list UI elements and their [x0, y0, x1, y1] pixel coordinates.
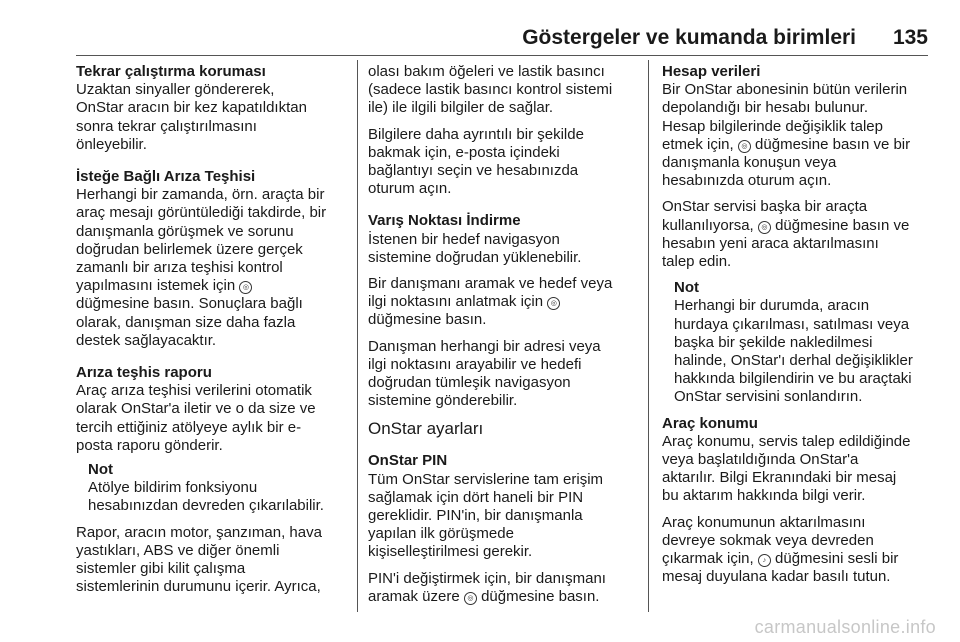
- text-line: olarak OnStar'a iletir ve o da size ve: [76, 400, 316, 418]
- text-line: sonra tekrar çalıştırılmasını: [76, 117, 257, 135]
- text-line: sistemine gönderebilir.: [368, 392, 518, 410]
- note-title: Not: [88, 461, 113, 479]
- column-2: [368, 63, 638, 614]
- text-line: doğrudan tümleşik navigasyon: [368, 374, 571, 392]
- text-line: hakkında bilgilendirin ve bu araçtaki: [674, 370, 912, 388]
- text-line: destek sağlayacaktır.: [76, 331, 217, 349]
- column-divider-2: [648, 60, 649, 612]
- section-heading: OnStar ayarları: [368, 419, 484, 439]
- onstar-button-icon: ◎: [547, 297, 560, 310]
- text-line: [76, 277, 346, 295]
- text-line: OnStar aracın bir kez kapatıldıktan: [76, 99, 307, 117]
- text-line: OnStar servisi başka bir araçta: [662, 198, 868, 216]
- text-line: hesabınızdan devreden çıkarılabilir.: [88, 497, 324, 515]
- paragraph: [662, 514, 932, 587]
- text-line: yapılan ilk görüşmede: [368, 525, 514, 543]
- text-line: ilgi noktasını arayabilir ve hedefi: [368, 355, 582, 373]
- section-title: Varış Noktası İndirme: [368, 212, 521, 230]
- column-1: [76, 63, 346, 604]
- text-line: ile) ile ilgili bilgiler de sağlar.: [368, 99, 554, 117]
- text-line: tercih ettiğiniz atölyeye aylık bir e-: [76, 418, 302, 436]
- onstar-button-icon: ◎: [758, 221, 771, 234]
- section-title: Arıza teşhis raporu: [76, 364, 212, 382]
- text-line: düğmesine basın.: [368, 311, 487, 329]
- text-line: hesabın yeni araca aktarılmasını: [662, 234, 879, 252]
- text-line: Bir OnStar abonesinin bütün verilerin: [662, 81, 908, 99]
- text-line: bu aktarım hakkında bilgi verir.: [662, 487, 866, 505]
- section-destination-download: [368, 212, 638, 267]
- text-line: İstenen bir hedef navigasyon: [368, 230, 560, 248]
- text-fragment: yapılmasını istemek için: [76, 277, 236, 295]
- text-fragment: çıkarmak için,: [662, 550, 754, 568]
- text-line: Rapor, aracın motor, şanzıman, hava: [76, 523, 322, 541]
- header-rule: [76, 55, 928, 56]
- text-line: olası bakım öğeleri ve lastik basıncı: [368, 63, 605, 80]
- text-line: gereklidir. PIN'in, bir danışmanla: [368, 507, 583, 525]
- text-line: [662, 550, 932, 568]
- onstar-button-icon: ◎: [239, 281, 252, 294]
- text-fragment: ilgi noktasını anlatmak için: [368, 293, 544, 311]
- text-line: oturum açın.: [368, 180, 452, 198]
- text-line: Araç arıza teşhisi verilerini otomatik: [76, 382, 312, 400]
- section-vehicle-location: [662, 415, 932, 506]
- section-title: OnStar PIN: [368, 452, 448, 470]
- section-onstar-pin: [368, 452, 638, 561]
- text-line: [662, 136, 932, 154]
- section-restart-protection: [76, 63, 346, 154]
- page-number: 135: [892, 26, 928, 49]
- text-fragment: düğmesine basın ve bir: [755, 135, 911, 153]
- note-title: Not: [674, 279, 699, 297]
- text-line: sistemine doğrudan yüklenebilir.: [368, 248, 582, 266]
- text-line: sağlamak için dört haneli bir PIN: [368, 488, 584, 506]
- text-line: Hesap bilgilerinde değişiklik talep: [662, 117, 883, 135]
- onstar-button-icon: ◎: [738, 140, 751, 153]
- section-diagnostic-report: [76, 364, 346, 455]
- text-line: [368, 588, 638, 606]
- text-line: (sadece lastik basıncı kontrol sistemi: [368, 81, 613, 99]
- text-fragment: düğmesine basın ve: [775, 216, 910, 234]
- text-fragment: düğmesini sesli bir: [775, 550, 899, 568]
- text-line: talep edin.: [662, 253, 732, 271]
- text-fragment: kullanılıyorsa,: [662, 216, 754, 234]
- text-line: depolandığı bir hesabı bulunur.: [662, 99, 868, 117]
- text-line: Herhangi bir durumda, aracın: [674, 297, 870, 315]
- text-line: Araç konumunun aktarılmasını: [662, 513, 866, 531]
- text-line: [662, 217, 932, 235]
- text-line: PIN'i değiştirmek için, bir danışmanı: [368, 569, 606, 587]
- text-line: [368, 293, 638, 311]
- text-line: danışmanla konuşun veya: [662, 154, 837, 172]
- paragraph: [368, 570, 638, 606]
- paragraph: [662, 198, 932, 271]
- text-line: danışmanla görüşmek ve sorunu: [76, 222, 294, 240]
- section-on-demand-diagnostics: [76, 168, 346, 350]
- text-line: araç mesajı görüntülediği takdirde, bir: [76, 204, 327, 222]
- text-line: sistemler gibi kilit çalışma: [76, 560, 246, 578]
- text-line: zamanlı bir arıza teşhisi kontrol: [76, 259, 283, 277]
- voice-button-icon: ♪: [758, 554, 771, 567]
- text-line: Uzaktan sinyaller göndererek,: [76, 81, 275, 99]
- paragraph: [76, 524, 346, 597]
- text-line: olarak, danışman size daha fazla: [76, 313, 296, 331]
- onstar-button-icon: ◎: [464, 592, 477, 605]
- text-line: mesaj duyulana kadar basılı tutun.: [662, 568, 891, 586]
- text-line: Herhangi bir zamanda, örn. araçta bir: [76, 186, 325, 204]
- page-title: Göstergeler ve kumanda birimleri: [522, 26, 856, 49]
- text-fragment: düğmesine basın.: [481, 587, 600, 605]
- page-header: [76, 26, 928, 56]
- text-line: kişiselleştirilmesi gerekir.: [368, 543, 533, 561]
- text-line: veya başlatıldığında OnStar'a: [662, 451, 859, 469]
- text-line: doğrudan belirlemek üzere gerçek: [76, 240, 303, 258]
- paragraph: [368, 63, 638, 118]
- text-line: Araç konumu, servis talep edildiğinde: [662, 432, 911, 450]
- paragraph: [368, 275, 638, 330]
- text-line: Atölye bildirim fonksiyonu: [88, 479, 258, 497]
- text-line: devreye sokmak veya devreden: [662, 531, 874, 549]
- watermark: carmanualsonline.info: [754, 617, 936, 637]
- text-line: hesabınızda oturum açın.: [662, 172, 832, 190]
- section-title: Tekrar çalıştırma koruması: [76, 63, 266, 80]
- section-title: Araç konumu: [662, 414, 758, 432]
- section-title: İsteğe Bağlı Arıza Teşhisi: [76, 168, 256, 186]
- text-fragment: etmek için,: [662, 135, 734, 153]
- text-line: Tüm OnStar servislerine tam erişim: [368, 470, 604, 488]
- text-line: halinde, OnStar'ı derhal değişiklikler: [674, 352, 913, 370]
- note-box: [88, 461, 346, 516]
- text-fragment: aramak üzere: [368, 587, 460, 605]
- text-line: sistemlerinin durumunu içerir. Ayrıca,: [76, 578, 321, 596]
- column-divider-1: [357, 60, 358, 612]
- text-line: bakmak için, e-posta içindeki: [368, 143, 560, 161]
- text-line: OnStar servisini sonlandırın.: [674, 388, 863, 406]
- text-line: düğmesine basın. Sonuçlara bağlı: [76, 295, 303, 313]
- text-line: önleyebilir.: [76, 135, 147, 153]
- paragraph: [368, 338, 638, 411]
- text-line: yastıkları, ABS ve diğer önemli: [76, 541, 280, 559]
- text-line: posta raporu gönderir.: [76, 436, 223, 454]
- text-line: başka bir şekilde nakledilmesi: [674, 333, 873, 351]
- text-line: Bilgilere daha ayrıntılı bir şekilde: [368, 125, 584, 143]
- text-line: Bir danışmanı aramak ve hedef veya: [368, 275, 613, 293]
- text-line: bağlantıyı seçin ve hesabınızda: [368, 162, 579, 180]
- note-box: [674, 279, 932, 406]
- section-title: Hesap verileri: [662, 63, 761, 80]
- column-3: [662, 63, 932, 594]
- text-line: hurdaya çıkarılması, satılması veya: [674, 315, 910, 333]
- text-line: aktarılır. Bilgi Ekranındaki bir mesaj: [662, 469, 897, 487]
- text-line: Danışman herhangi bir adresi veya: [368, 337, 601, 355]
- paragraph: [368, 126, 638, 199]
- section-account-data: [662, 63, 932, 190]
